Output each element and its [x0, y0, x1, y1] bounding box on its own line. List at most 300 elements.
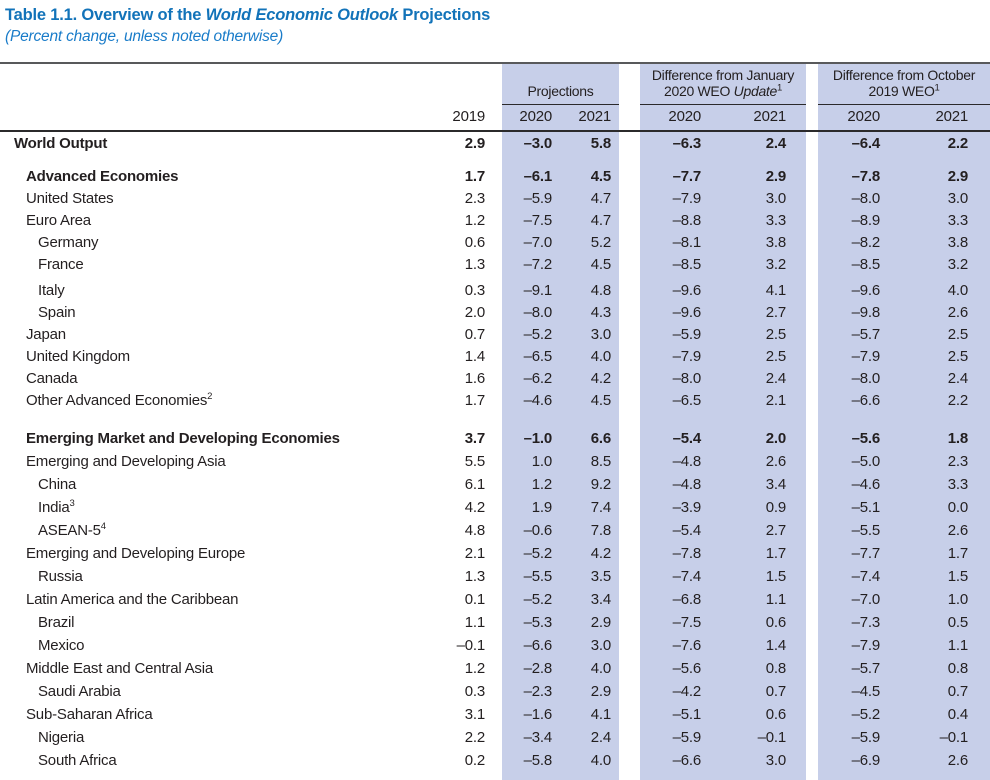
row-label: Brazil: [38, 614, 75, 631]
table-row: [0, 473, 990, 496]
value-cell: –7.8: [672, 545, 701, 562]
value-cell: 4.3: [590, 303, 611, 321]
table-row: [0, 131, 990, 154]
value-cell: 1.0: [531, 453, 552, 470]
value-cell: –5.5: [851, 522, 880, 539]
value-cell: 0.3: [464, 683, 485, 700]
value-cell: 0.4: [947, 706, 969, 723]
value-cell: –9.8: [851, 303, 880, 321]
value-cell: –5.1: [672, 706, 701, 723]
value-cell: –8.8: [672, 211, 701, 229]
spacer-cell: [0, 411, 417, 427]
value-cell: 0.7: [765, 683, 786, 700]
value-cell: 2.9: [590, 614, 611, 631]
value-cell: –7.2: [523, 255, 552, 273]
column-gap: [806, 680, 818, 703]
value-cell: –1.0: [523, 430, 552, 447]
column-gap: [619, 726, 640, 749]
value-cell: –8.2: [851, 233, 880, 251]
diff-january-line2: 2020 WEO: [663, 82, 734, 99]
table-row: [0, 519, 990, 542]
column-gap: [619, 323, 640, 345]
value-cell: 0.6: [765, 614, 786, 631]
value-cell: 7.8: [590, 522, 611, 539]
value-cell: 1.9: [531, 499, 552, 516]
column-gap: [619, 703, 640, 726]
column-gap: [806, 657, 818, 680]
value-cell: 4.0: [590, 660, 611, 677]
value-cell: –5.9: [523, 189, 552, 207]
value-cell: 3.4: [590, 591, 611, 608]
value-cell: 4.5: [590, 255, 611, 273]
table-row: [0, 634, 990, 657]
column-gap: [806, 131, 818, 154]
value-cell: –7.8: [851, 167, 880, 185]
value-cell: 0.6: [765, 706, 786, 723]
column-gap: [489, 389, 502, 411]
value-cell: 1.2: [464, 660, 485, 677]
table-row: [0, 726, 990, 749]
value-cell: 1.2: [531, 476, 552, 493]
row-label: South Africa: [38, 752, 117, 769]
column-gap: [489, 450, 502, 473]
value-cell: –8.5: [851, 255, 880, 273]
value-cell: –6.4: [851, 134, 880, 152]
value-cell: 0.6: [464, 233, 485, 251]
row-label: United Kingdom: [26, 347, 130, 365]
spacer-cell: [417, 772, 489, 780]
value-cell: 1.3: [464, 255, 485, 273]
column-gap: [619, 279, 640, 301]
value-cell: 1.3: [464, 568, 485, 585]
value-cell: 5.2: [590, 233, 611, 251]
spacer-row: [0, 772, 990, 780]
row-label: Germany: [38, 233, 99, 251]
value-cell: –5.9: [851, 729, 880, 746]
value-cell: 4.2: [590, 545, 611, 562]
value-cell: –7.6: [672, 637, 701, 654]
value-cell: –5.3: [523, 614, 552, 631]
value-cell: –7.3: [851, 614, 880, 631]
value-cell: –5.8: [523, 752, 552, 769]
column-gap: [806, 450, 818, 473]
row-label: Sub-Saharan Africa: [26, 706, 153, 723]
value-cell: –8.9: [851, 211, 880, 229]
row-label: Italy: [38, 281, 65, 299]
column-gap: [619, 611, 640, 634]
spacer-cell: [502, 772, 555, 780]
row-label: India$^3$: [38, 498, 75, 516]
value-cell: 1.0: [947, 591, 969, 608]
value-cell: –4.6: [851, 476, 880, 493]
value-cell: 2.2: [464, 729, 485, 746]
value-cell: –6.5: [523, 347, 552, 365]
value-cell: 3.4: [765, 476, 786, 493]
value-cell: –7.9: [851, 347, 880, 365]
value-cell: 4.8: [464, 522, 485, 539]
value-cell: 2.7: [765, 303, 786, 321]
value-cell: 1.1: [464, 614, 485, 631]
value-cell: –1.6: [523, 706, 552, 723]
value-cell: 0.5: [947, 614, 969, 631]
column-gap: [489, 496, 502, 519]
column-gap: [806, 253, 818, 275]
year-2019-header: 2019: [417, 104, 489, 131]
column-gap: [619, 165, 640, 187]
column-gap: [806, 611, 818, 634]
table-row: [0, 187, 990, 209]
column-gap: [619, 389, 640, 411]
value-cell: 4.8: [590, 281, 611, 299]
footnote-marker: 3: [69, 498, 75, 509]
value-cell: 2.9: [590, 683, 611, 700]
spacer-cell: [555, 411, 619, 427]
value-cell: –4.6: [523, 391, 552, 409]
column-gap: [619, 301, 640, 323]
column-gap: [489, 657, 502, 680]
value-cell: –2.8: [523, 660, 552, 677]
row-label: World Output: [14, 134, 108, 152]
value-cell: 3.8: [765, 233, 786, 251]
column-gap: [806, 345, 818, 367]
value-cell: –5.4: [672, 430, 701, 447]
value-cell: 2.4: [765, 134, 786, 152]
value-cell: –7.9: [851, 637, 880, 654]
column-gap: [489, 427, 502, 450]
value-cell: 3.3: [947, 211, 969, 229]
value-cell: –5.2: [523, 545, 552, 562]
value-cell: –5.2: [851, 706, 880, 723]
value-cell: 0.3: [464, 281, 485, 299]
spacer-cell: [705, 411, 806, 427]
value-cell: –6.6: [672, 752, 701, 769]
value-cell: –7.9: [672, 347, 701, 365]
footnote-marker: 4: [100, 521, 106, 532]
value-cell: 2.1: [765, 391, 786, 409]
value-cell: –7.0: [523, 233, 552, 251]
column-gap: [489, 703, 502, 726]
column-gap: [619, 345, 640, 367]
row-label: Nigeria: [38, 729, 85, 746]
table-row: [0, 657, 990, 680]
column-gap: [489, 345, 502, 367]
diff-october-line1: Difference from October: [832, 66, 976, 83]
value-cell: 2.5: [947, 325, 969, 343]
value-cell: –5.7: [851, 325, 880, 343]
value-cell: 5.5: [464, 453, 485, 470]
header-spacer: [0, 104, 417, 131]
value-cell: –8.0: [851, 369, 880, 387]
value-cell: –4.5: [851, 683, 880, 700]
table-title-italic: World Economic Outlook: [205, 6, 399, 24]
spacer-row: [0, 411, 990, 427]
value-cell: –6.2: [523, 369, 552, 387]
spacer-cell: [555, 772, 619, 780]
value-cell: 9.2: [590, 476, 611, 493]
column-gap: [619, 63, 640, 104]
value-cell: 1.7: [765, 545, 786, 562]
column-gap: [806, 104, 818, 131]
table-title-suffix: Projections: [398, 6, 491, 24]
value-cell: –5.7: [851, 660, 880, 677]
column-gap: [489, 323, 502, 345]
value-cell: –5.9: [672, 729, 701, 746]
table-row: [0, 389, 990, 411]
value-cell: 2.0: [765, 430, 786, 447]
value-cell: 2.3: [947, 453, 969, 470]
value-cell: 6.6: [590, 430, 611, 447]
value-cell: –9.6: [851, 281, 880, 299]
value-cell: 1.2: [464, 211, 485, 229]
value-cell: –8.5: [672, 255, 701, 273]
column-gap: [806, 588, 818, 611]
spacer-row: [0, 154, 990, 165]
column-gap: [489, 749, 502, 772]
value-cell: 3.2: [765, 255, 786, 273]
table-subtitle: (Percent change, unless noted otherwise): [5, 28, 284, 45]
column-gap: [489, 165, 502, 187]
column-gap: [806, 726, 818, 749]
row-label: Middle East and Central Asia: [26, 660, 214, 677]
value-cell: 1.7: [947, 545, 969, 562]
value-cell: –6.8: [672, 591, 701, 608]
value-cell: –6.1: [523, 167, 552, 185]
column-gap: [619, 542, 640, 565]
value-cell: 4.5: [590, 167, 611, 185]
column-gap: [489, 131, 502, 154]
value-cell: 0.9: [765, 499, 786, 516]
header-spacer: [0, 63, 502, 104]
value-cell: –7.5: [523, 211, 552, 229]
value-cell: 4.1: [590, 706, 611, 723]
column-gap: [619, 427, 640, 450]
value-cell: 1.4: [765, 637, 786, 654]
column-gap: [806, 703, 818, 726]
value-cell: –3.4: [523, 729, 552, 746]
value-cell: 1.1: [765, 591, 786, 608]
spacer-cell: [806, 411, 818, 427]
value-cell: 4.5: [590, 391, 611, 409]
column-gap: [489, 473, 502, 496]
row-label: France: [38, 255, 84, 273]
column-gap: [619, 131, 640, 154]
spacer-cell: [806, 772, 818, 780]
value-cell: –0.1: [757, 729, 786, 746]
row-label: Mexico: [38, 637, 85, 654]
year-header-row: [0, 104, 990, 131]
value-cell: –5.6: [672, 660, 701, 677]
table-row: [0, 209, 990, 231]
column-gap: [806, 367, 818, 389]
spacer-cell: [705, 772, 806, 780]
value-cell: 0.8: [947, 660, 969, 677]
spacer-cell: [705, 154, 806, 165]
spacer-cell: [818, 772, 888, 780]
row-label: Canada: [26, 369, 78, 387]
column-gap: [806, 496, 818, 519]
spacer-cell: [888, 411, 990, 427]
spacer-cell: [417, 411, 489, 427]
value-cell: –9.1: [523, 281, 552, 299]
column-gap: [489, 253, 502, 275]
value-cell: 4.2: [590, 369, 611, 387]
value-cell: –0.1: [456, 637, 485, 654]
value-cell: 3.3: [947, 476, 969, 493]
value-cell: 8.5: [590, 453, 611, 470]
row-label: Euro Area: [26, 211, 91, 229]
value-cell: 4.7: [590, 211, 611, 229]
value-cell: 4.2: [464, 499, 485, 516]
column-gap: [489, 726, 502, 749]
diff-january-header: [640, 63, 806, 104]
row-label: Spain: [38, 303, 76, 321]
value-cell: 1.7: [464, 167, 485, 185]
column-gap: [806, 187, 818, 209]
column-gap: [489, 588, 502, 611]
value-cell: 1.7: [464, 391, 485, 409]
value-cell: 7.4: [590, 499, 611, 516]
value-cell: 2.2: [947, 391, 969, 409]
value-cell: 2.3: [464, 189, 485, 207]
year-header: 2020: [502, 104, 555, 131]
spacer-cell: [818, 154, 888, 165]
diff-october-header: [818, 63, 990, 104]
column-gap: [619, 253, 640, 275]
column-gap: [806, 165, 818, 187]
value-cell: 2.1: [464, 545, 485, 562]
row-label: Japan: [26, 325, 66, 343]
value-cell: 0.7: [464, 325, 485, 343]
value-cell: 2.5: [947, 347, 969, 365]
row-label: Latin America and the Caribbean: [26, 591, 239, 608]
value-cell: –7.0: [851, 591, 880, 608]
spacer-cell: [640, 772, 705, 780]
value-cell: –0.1: [939, 729, 969, 746]
diff-october-line2: 2019 WEO: [868, 82, 935, 99]
value-cell: –6.6: [523, 637, 552, 654]
projections-table: [0, 62, 990, 780]
year-header: 2020: [640, 104, 705, 131]
spacer-cell: [555, 154, 619, 165]
spacer-cell: [489, 411, 502, 427]
value-cell: –7.4: [851, 568, 880, 585]
value-cell: –8.0: [523, 303, 552, 321]
spacer-cell: [640, 154, 705, 165]
value-cell: –5.1: [851, 499, 880, 516]
table-row: [0, 496, 990, 519]
value-cell: 2.4: [947, 369, 969, 387]
value-cell: –2.3: [523, 683, 552, 700]
value-cell: –5.4: [672, 522, 701, 539]
value-cell: 4.0: [590, 752, 611, 769]
value-cell: 6.1: [464, 476, 485, 493]
column-gap: [619, 104, 640, 131]
projections-header-label: Projections: [527, 82, 594, 99]
value-cell: –5.6: [851, 430, 880, 447]
spacer-cell: [806, 154, 818, 165]
spacer-cell: [489, 154, 502, 165]
footnote-marker: 1: [777, 81, 782, 93]
value-cell: –5.0: [851, 453, 880, 470]
table-row: [0, 542, 990, 565]
row-label: Russia: [38, 568, 83, 585]
column-gap: [489, 301, 502, 323]
value-cell: 3.8: [947, 233, 969, 251]
column-gap: [806, 427, 818, 450]
column-gap: [619, 634, 640, 657]
column-gap: [489, 565, 502, 588]
column-gap: [806, 389, 818, 411]
value-cell: –5.9: [672, 325, 701, 343]
projections-header: [502, 63, 619, 104]
table-row: [0, 345, 990, 367]
row-label: ASEAN-$5^4$: [38, 521, 106, 539]
spacer-cell: [0, 772, 417, 780]
value-cell: 2.5: [765, 325, 786, 343]
value-cell: –4.8: [672, 453, 701, 470]
column-gap: [489, 634, 502, 657]
column-gap: [806, 749, 818, 772]
value-cell: 2.9: [765, 167, 786, 185]
value-cell: –5.5: [523, 568, 552, 585]
spacer-cell: [888, 154, 990, 165]
year-header: 2021: [888, 104, 990, 131]
row-label: Other Advanced Economies$^2$: [26, 390, 213, 409]
column-gap: [619, 209, 640, 231]
value-cell: 0.0: [947, 499, 969, 516]
table-row: [0, 749, 990, 772]
value-cell: 3.0: [765, 189, 786, 207]
spacer-cell: [619, 154, 640, 165]
value-cell: 2.9: [947, 167, 969, 185]
column-gap: [806, 473, 818, 496]
value-cell: –3.9: [672, 499, 701, 516]
column-gap: [806, 301, 818, 323]
value-cell: –4.2: [672, 683, 701, 700]
value-cell: –6.6: [851, 391, 880, 409]
table-row: [0, 253, 990, 275]
column-gap: [619, 231, 640, 253]
column-gap: [806, 63, 818, 104]
value-cell: –5.2: [523, 325, 552, 343]
value-cell: –9.6: [672, 281, 701, 299]
table-row: [0, 367, 990, 389]
spacer-cell: [640, 411, 705, 427]
table-row: [0, 165, 990, 187]
column-gap: [806, 634, 818, 657]
row-label: Emerging and Developing Europe: [26, 545, 246, 562]
column-gap: [806, 279, 818, 301]
row-label: Saudi Arabia: [38, 683, 121, 700]
value-cell: 3.0: [590, 637, 611, 654]
table-row: [0, 703, 990, 726]
table-body: [0, 131, 990, 780]
spacer-cell: [818, 411, 888, 427]
column-gap: [489, 519, 502, 542]
column-gap: [806, 542, 818, 565]
column-gap: [619, 496, 640, 519]
value-cell: 2.6: [947, 752, 969, 769]
spacer-cell: [502, 411, 555, 427]
value-cell: 3.0: [765, 752, 786, 769]
value-cell: 2.6: [947, 522, 969, 539]
spacer-cell: [502, 154, 555, 165]
value-cell: –3.0: [523, 134, 552, 152]
row-label: Emerging and Developing Asia: [26, 453, 226, 470]
value-cell: 1.5: [765, 568, 786, 585]
value-cell: 3.0: [947, 189, 969, 207]
value-cell: –0.6: [523, 522, 552, 539]
